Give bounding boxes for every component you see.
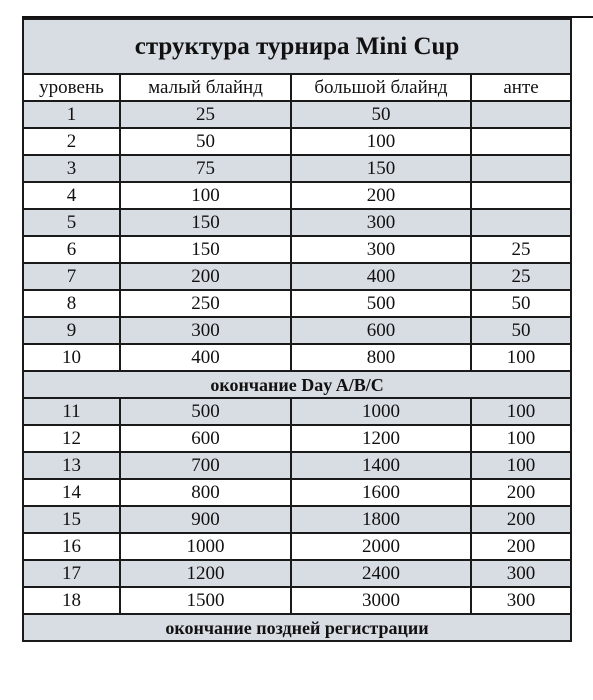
ante-cell: 50 — [471, 290, 571, 317]
table-row — [23, 317, 571, 344]
ante-cell: 300 — [471, 587, 571, 614]
ante-cell — [471, 182, 571, 209]
small-blind-cell: 100 — [120, 182, 291, 209]
break-row-day-end — [23, 371, 571, 398]
table-row — [23, 479, 571, 506]
small-blind-cell: 800 — [120, 479, 291, 506]
small-blind-cell: 200 — [120, 263, 291, 290]
break-label-day-end: окончание Day A/B/C — [23, 371, 571, 398]
table-row — [23, 398, 571, 425]
level-cell: 18 — [23, 587, 120, 614]
big-blind-cell: 1600 — [291, 479, 471, 506]
small-blind-cell: 25 — [120, 101, 291, 128]
small-blind-cell: 600 — [120, 425, 291, 452]
level-cell: 8 — [23, 290, 120, 317]
small-blind-cell: 150 — [120, 209, 291, 236]
ante-cell — [471, 128, 571, 155]
table-title: структура турнира Mini Cup — [23, 19, 571, 74]
level-cell: 2 — [23, 128, 120, 155]
level-cell: 7 — [23, 263, 120, 290]
blind-structure-table — [22, 18, 572, 642]
level-cell: 16 — [23, 533, 120, 560]
small-blind-cell: 300 — [120, 317, 291, 344]
level-cell: 5 — [23, 209, 120, 236]
levels-after-break — [23, 398, 571, 614]
small-blind-cell: 500 — [120, 398, 291, 425]
ante-cell: 100 — [471, 344, 571, 371]
big-blind-cell: 300 — [291, 209, 471, 236]
column-header-small-blind: малый блайнд — [120, 74, 291, 101]
column-header-level: уровень — [23, 74, 120, 101]
header-row — [23, 74, 571, 101]
small-blind-cell: 250 — [120, 290, 291, 317]
level-cell: 12 — [23, 425, 120, 452]
table-row — [23, 101, 571, 128]
ante-cell: 100 — [471, 452, 571, 479]
level-cell: 14 — [23, 479, 120, 506]
level-cell: 3 — [23, 155, 120, 182]
small-blind-cell: 700 — [120, 452, 291, 479]
big-blind-cell: 1000 — [291, 398, 471, 425]
ante-cell: 200 — [471, 479, 571, 506]
level-cell: 4 — [23, 182, 120, 209]
level-cell: 1 — [23, 101, 120, 128]
big-blind-cell: 50 — [291, 101, 471, 128]
big-blind-cell: 600 — [291, 317, 471, 344]
big-blind-cell: 1400 — [291, 452, 471, 479]
small-blind-cell: 150 — [120, 236, 291, 263]
ante-cell — [471, 209, 571, 236]
table-row — [23, 209, 571, 236]
table-row — [23, 182, 571, 209]
small-blind-cell: 1200 — [120, 560, 291, 587]
table-row — [23, 155, 571, 182]
ante-cell: 100 — [471, 425, 571, 452]
column-header-big-blind: большой блайнд — [291, 74, 471, 101]
ante-cell: 50 — [471, 317, 571, 344]
table-row — [23, 290, 571, 317]
levels-before-break — [23, 101, 571, 371]
big-blind-cell: 1200 — [291, 425, 471, 452]
small-blind-cell: 75 — [120, 155, 291, 182]
small-blind-cell: 1000 — [120, 533, 291, 560]
table-row — [23, 587, 571, 614]
ante-cell: 100 — [471, 398, 571, 425]
big-blind-cell: 200 — [291, 182, 471, 209]
title-row — [23, 19, 571, 74]
table-row — [23, 533, 571, 560]
table-row — [23, 506, 571, 533]
small-blind-cell: 400 — [120, 344, 291, 371]
ante-cell: 25 — [471, 236, 571, 263]
ante-cell: 25 — [471, 263, 571, 290]
big-blind-cell: 150 — [291, 155, 471, 182]
small-blind-cell: 1500 — [120, 587, 291, 614]
level-cell: 11 — [23, 398, 120, 425]
big-blind-cell: 2000 — [291, 533, 471, 560]
big-blind-cell: 300 — [291, 236, 471, 263]
big-blind-cell: 800 — [291, 344, 471, 371]
ante-cell: 300 — [471, 560, 571, 587]
column-header-ante: анте — [471, 74, 571, 101]
ante-cell: 200 — [471, 506, 571, 533]
level-cell: 15 — [23, 506, 120, 533]
ante-cell: 200 — [471, 533, 571, 560]
level-cell: 13 — [23, 452, 120, 479]
level-cell: 10 — [23, 344, 120, 371]
break-label-late-registration: окончание поздней регистрации — [23, 614, 571, 641]
big-blind-cell: 2400 — [291, 560, 471, 587]
table-row — [23, 236, 571, 263]
big-blind-cell: 3000 — [291, 587, 471, 614]
small-blind-cell: 50 — [120, 128, 291, 155]
ante-cell — [471, 101, 571, 128]
big-blind-cell: 100 — [291, 128, 471, 155]
ante-cell — [471, 155, 571, 182]
table-row — [23, 344, 571, 371]
big-blind-cell: 500 — [291, 290, 471, 317]
table-row — [23, 263, 571, 290]
level-cell: 6 — [23, 236, 120, 263]
table-row — [23, 425, 571, 452]
small-blind-cell: 900 — [120, 506, 291, 533]
big-blind-cell: 400 — [291, 263, 471, 290]
table-row — [23, 128, 571, 155]
table-row — [23, 452, 571, 479]
big-blind-cell: 1800 — [291, 506, 471, 533]
level-cell: 17 — [23, 560, 120, 587]
break-row-late-registration — [23, 614, 571, 641]
table-row — [23, 560, 571, 587]
level-cell: 9 — [23, 317, 120, 344]
